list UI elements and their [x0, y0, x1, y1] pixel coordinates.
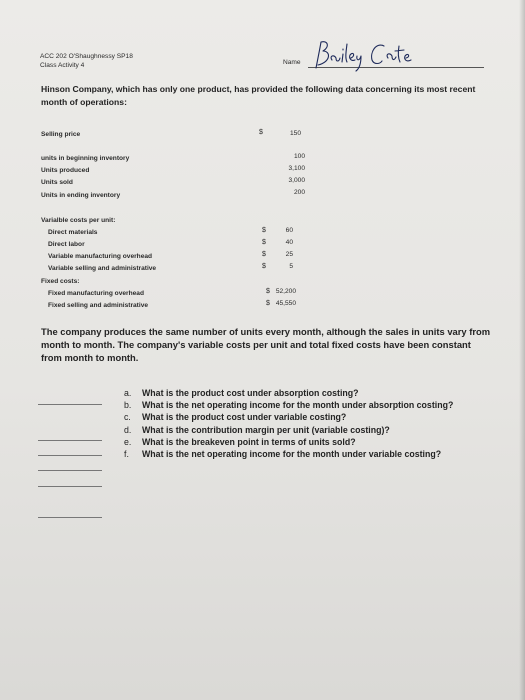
question-f-text: What is the net operating income for the month under variable costing?: [142, 449, 442, 460]
question-e-text: What is the breakeven point in terms of units sold?: [142, 436, 356, 447]
activity-title: Class Activity 4: [40, 62, 85, 69]
answer-blank-f[interactable]: [38, 517, 102, 518]
variable-mfg-overhead-dollar: $: [262, 251, 266, 258]
selling-price-dollar: $: [259, 129, 263, 136]
fixed-selling-admin-dollar: $: [266, 300, 270, 307]
intro-paragraph: Hinson Company, which has only one product, has provided the following data concerning its most recent month of operations:: [41, 84, 476, 107]
variable-costs-heading: Varialble costs per unit:: [41, 217, 116, 224]
variable-mfg-overhead-label: Variable manufacturing overhead: [48, 253, 153, 260]
question-f-letter: f.: [124, 449, 129, 460]
units-beginning-value: 100: [293, 153, 305, 160]
direct-labor-dollar: $: [262, 239, 266, 246]
closing-paragraph: The company produces the same number of units every month, although the sales in units vary from month to month. The company's variable costs per unit and total fixed costs have been constant from month to month.: [41, 326, 491, 363]
fixed-mfg-overhead-dollar: $: [266, 288, 270, 295]
page-edge-shadow: [519, 0, 525, 700]
fixed-selling-admin-value: 45,550: [275, 300, 296, 307]
answer-blank-a[interactable]: [38, 404, 102, 405]
answer-blank-e[interactable]: [38, 486, 102, 487]
question-c-letter: c.: [124, 412, 131, 423]
course-header: [40, 52, 133, 70]
question-d-letter: d.: [124, 424, 132, 435]
variable-selling-admin-label: Variable selling and administrative: [48, 265, 157, 272]
units-produced-label: Units produced: [41, 167, 90, 174]
answer-blank-d[interactable]: [38, 470, 102, 471]
question-list: [124, 387, 494, 460]
variable-selling-admin-dollar: $: [262, 263, 266, 270]
question-b: [124, 399, 494, 411]
selling-price-value: 150: [289, 130, 301, 137]
question-a-text: What is the product cost under absorption costing?: [142, 388, 359, 398]
selling-price-label: Selling price: [41, 131, 81, 138]
fixed-selling-admin-label: Fixed selling and administrative: [48, 302, 149, 309]
question-d-text: What is the contribution margin per unit (variable costing)?: [142, 424, 390, 435]
fixed-costs-heading: Fixed costs:: [41, 278, 80, 285]
question-e-letter: e.: [124, 436, 132, 447]
direct-labor-value: 40: [285, 239, 293, 246]
variable-mfg-overhead-value: 25: [285, 251, 293, 258]
units-beginning-label: units in beginning inventory: [41, 155, 130, 162]
direct-materials-dollar: $: [262, 227, 266, 234]
question-c-text: What is the product cost under variable costing?: [142, 412, 347, 423]
units-sold-value: 3,000: [288, 177, 305, 184]
units-ending-value: 200: [293, 189, 305, 196]
units-ending-label: Units in ending inventory: [41, 192, 121, 199]
course-title: ACC 202 O'Shaughnessy SP18: [40, 53, 133, 60]
units-produced-value: 3,100: [288, 165, 305, 172]
fixed-mfg-overhead-value: 52,200: [275, 288, 296, 295]
question-b-text: What is the net operating income for the month under absorption costing?: [142, 400, 454, 411]
name-label: Name: [283, 59, 301, 66]
question-b-letter: b.: [124, 400, 132, 411]
direct-materials-value: 60: [285, 227, 293, 234]
answer-blank-c[interactable]: [38, 455, 102, 456]
question-d: [124, 424, 494, 436]
answer-blank-b[interactable]: [38, 440, 102, 441]
question-c: [124, 411, 494, 423]
question-a-letter: a.: [124, 388, 132, 398]
direct-labor-label: Direct labor: [48, 241, 85, 248]
question-e: [124, 436, 494, 448]
question-a: [124, 387, 494, 399]
variable-selling-admin-value: 5: [289, 263, 293, 270]
units-sold-label: Units sold: [41, 179, 73, 186]
handwritten-signature: [312, 38, 432, 72]
question-f: [124, 448, 494, 460]
fixed-mfg-overhead-label: Fixed manufacturing overhead: [48, 290, 144, 297]
direct-materials-label: Direct materials: [48, 229, 98, 236]
